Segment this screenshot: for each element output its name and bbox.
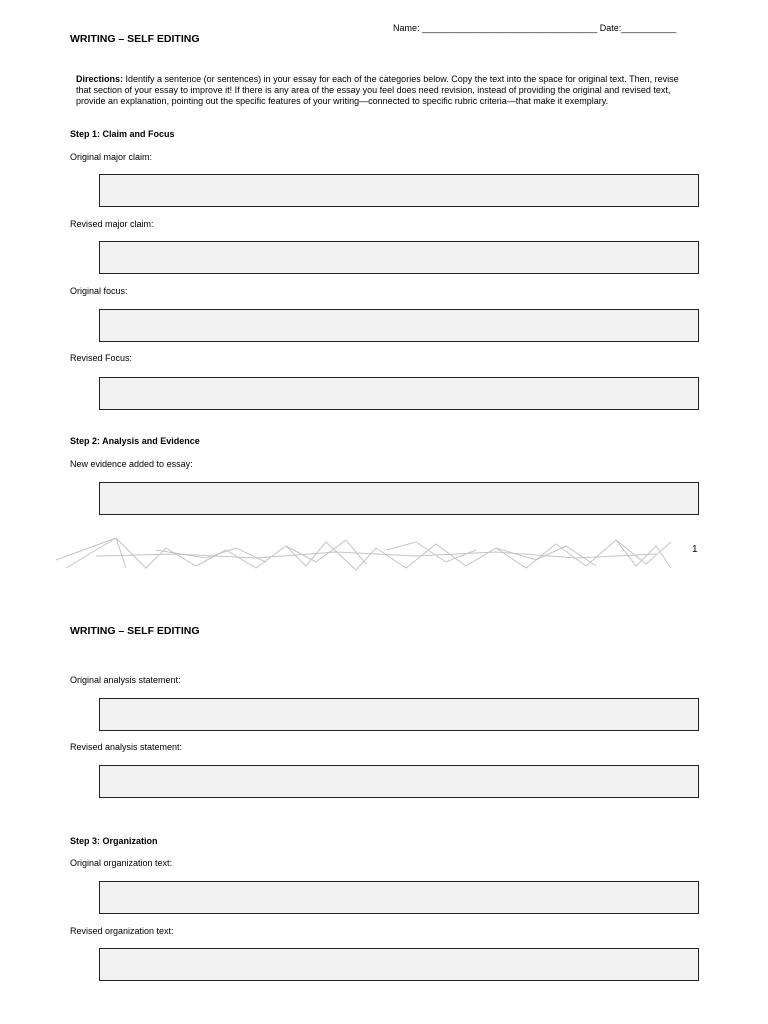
page-number: 1	[692, 544, 698, 555]
name-field-label[interactable]: Name: ___________________________________	[393, 23, 598, 33]
new-evidence-label: New evidence added to essay:	[70, 459, 193, 469]
step1-heading: Step 1: Claim and Focus	[70, 129, 175, 139]
original-focus-label: Original focus:	[70, 286, 128, 296]
directions	[76, 74, 686, 107]
header-fields	[393, 23, 676, 33]
original-organization-box[interactable]	[99, 881, 699, 914]
page2-title: WRITING – SELF EDITING	[70, 625, 200, 637]
original-major-claim-label: Original major claim:	[70, 152, 153, 162]
revised-major-claim-box[interactable]	[99, 241, 699, 274]
original-analysis-label: Original analysis statement:	[70, 675, 181, 685]
revised-analysis-box[interactable]	[99, 765, 699, 798]
original-organization-label: Original organization text:	[70, 858, 173, 868]
revised-analysis-label: Revised analysis statement:	[70, 742, 183, 752]
original-analysis-box[interactable]	[99, 698, 699, 731]
page-title: WRITING – SELF EDITING	[70, 33, 200, 45]
original-major-claim-box[interactable]	[99, 174, 699, 207]
directions-text: Identify a sentence (or sentences) in your essay for each of the categories below. Copy the text into the space for original text. Then, revise that section of your essay to improve it! If there is any area of the essay you feel does need revision, instead of providing the original and revised text, provide an explanation, pointing out the specific features of your writing—connected to specific rubric criteria—that make it exemplary.	[76, 74, 679, 106]
original-focus-box[interactable]	[99, 309, 699, 342]
step2-heading: Step 2: Analysis and Evidence	[70, 436, 200, 446]
step3-heading: Step 3: Organization	[70, 836, 158, 846]
revised-major-claim-label: Revised major claim:	[70, 219, 154, 229]
revised-focus-box[interactable]	[99, 377, 699, 410]
date-field-label[interactable]: Date:___________	[599, 23, 677, 33]
directions-label: Directions:	[76, 74, 124, 84]
page-divider-graphic	[56, 536, 676, 572]
new-evidence-box[interactable]	[99, 482, 699, 515]
revised-focus-label: Revised Focus:	[70, 353, 133, 363]
revised-organization-label: Revised organization text:	[70, 926, 174, 936]
revised-organization-box[interactable]	[99, 948, 699, 981]
